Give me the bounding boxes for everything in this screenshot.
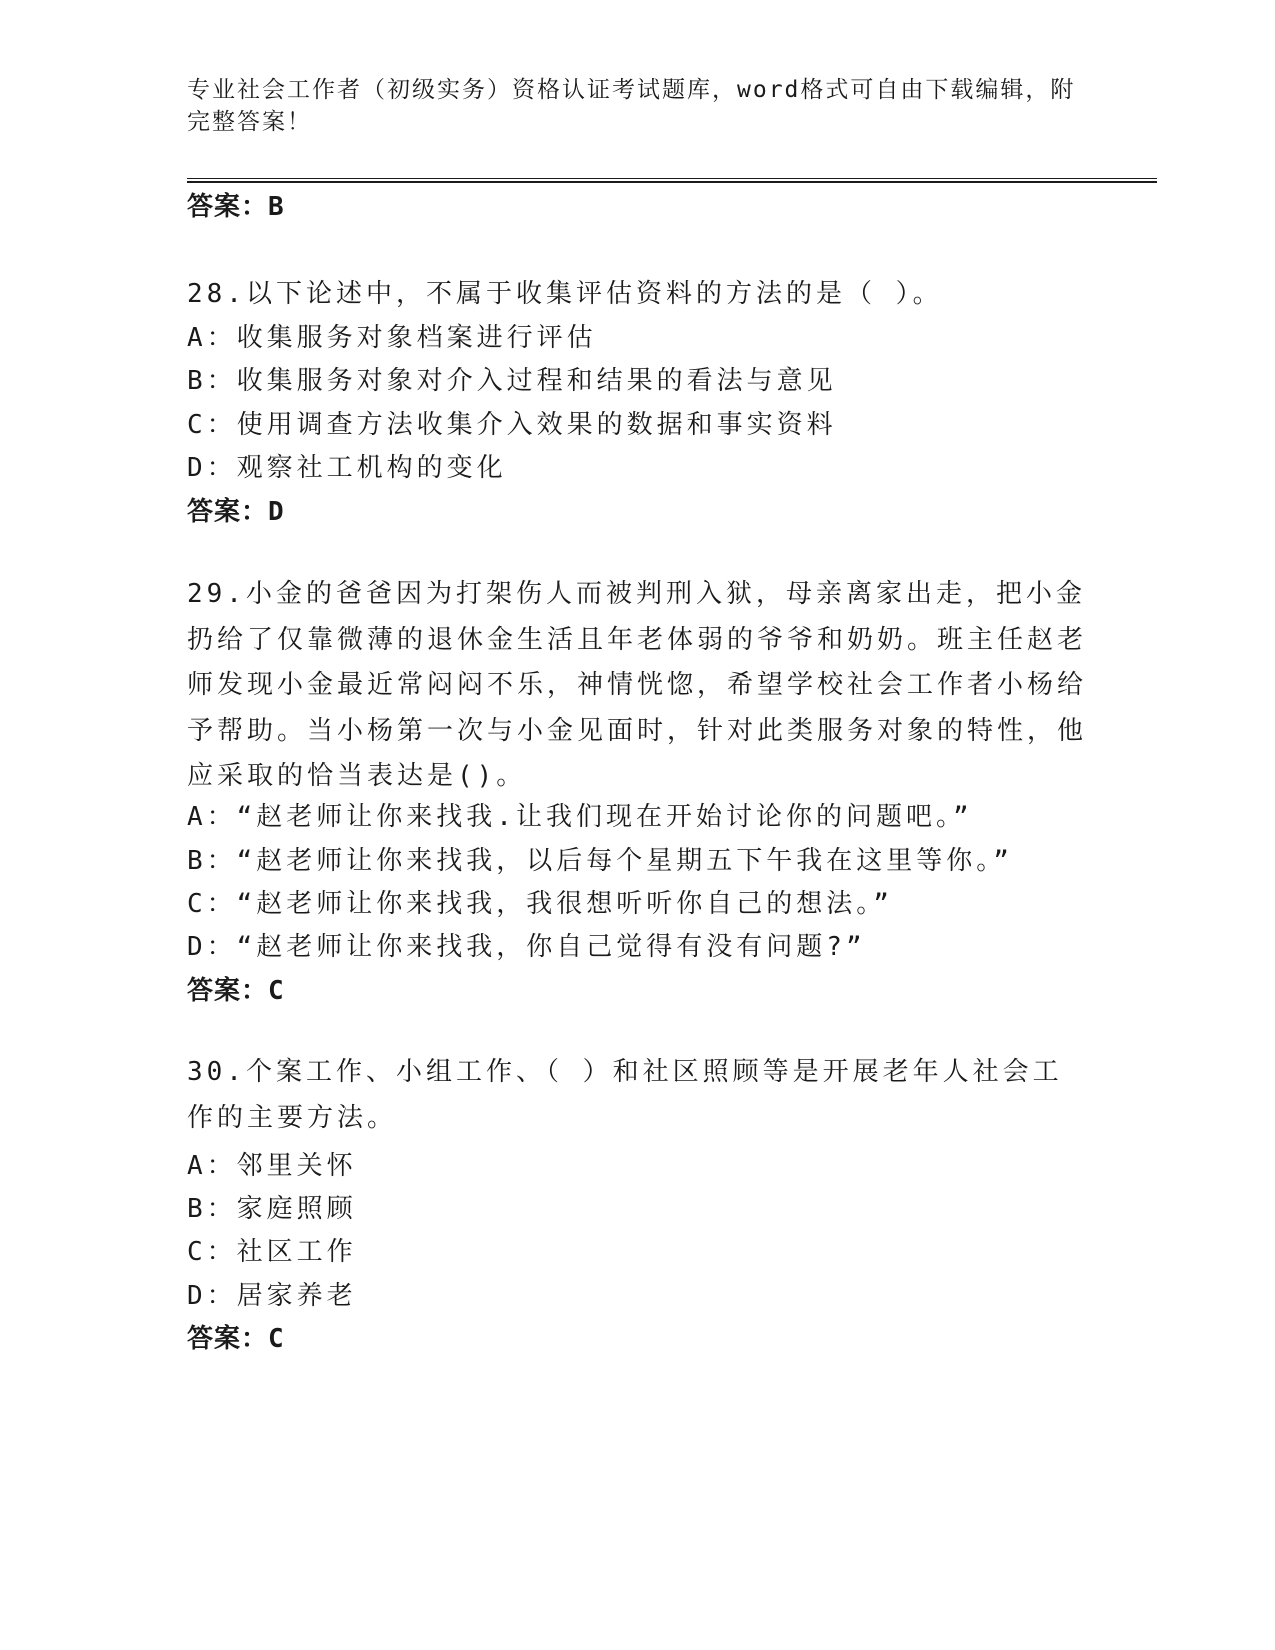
question-30-option-a: A：邻里关怀 xyxy=(187,1151,357,1181)
question-29-option-a: A：“赵老师让你来找我.让我们现在开始讨论你的问题吧。” xyxy=(187,802,973,832)
header-divider xyxy=(187,178,1157,183)
question-30-option-d: D：居家养老 xyxy=(187,1281,357,1311)
question-28-option-a: A：收集服务对象档案进行评估 xyxy=(187,323,597,353)
question-29-stem: 29.小金的爸爸因为打架伤人而被判刑入狱，母亲离家出走，把小金扔给了仅靠微薄的退休金生活且年老体弱的爷爷和奶奶。班主任赵老师发现小金最近常闷闷不乐，神情恍惚，希望学校社会工作者小杨给予帮助。当小杨第一次与小金见面时，针对此类服务对象的特性，他应采取的恰当表达是()。 xyxy=(187,579,1088,792)
question-29-answer: 答案：C xyxy=(187,976,285,1006)
question-28-stem: 28.以下论述中，不属于收集评估资料的方法的是（ ）。 xyxy=(187,279,943,309)
question-28-option-c: C：使用调查方法收集介入效果的数据和事实资料 xyxy=(187,410,837,440)
question-30-stem: 30.个案工作、小组工作、（ ）和社区照顾等是开展老年人社会工作的主要方法。 xyxy=(187,1057,1063,1133)
question-28-option-d: D：观察社工机构的变化 xyxy=(187,453,507,483)
question-28-answer: 答案：D xyxy=(187,497,285,527)
page-header: 专业社会工作者（初级实务）资格认证考试题库，word格式可自由下载编辑，附完整答案！ xyxy=(187,77,1076,135)
previous-answer: 答案：B xyxy=(187,192,285,222)
question-30-answer: 答案：C xyxy=(187,1324,285,1354)
question-29-option-c: C：“赵老师让你来找我，我很想听听你自己的想法。” xyxy=(187,889,893,919)
question-30-option-c: C：社区工作 xyxy=(187,1237,357,1267)
question-29-option-b: B：“赵老师让你来找我，以后每个星期五下午我在这里等你。” xyxy=(187,846,1013,876)
question-28-option-b: B：收集服务对象对介入过程和结果的看法与意见 xyxy=(187,366,837,396)
question-30-option-b: B：家庭照顾 xyxy=(187,1194,357,1224)
question-29-option-d: D：“赵老师让你来找我，你自己觉得有没有问题?” xyxy=(187,932,866,962)
